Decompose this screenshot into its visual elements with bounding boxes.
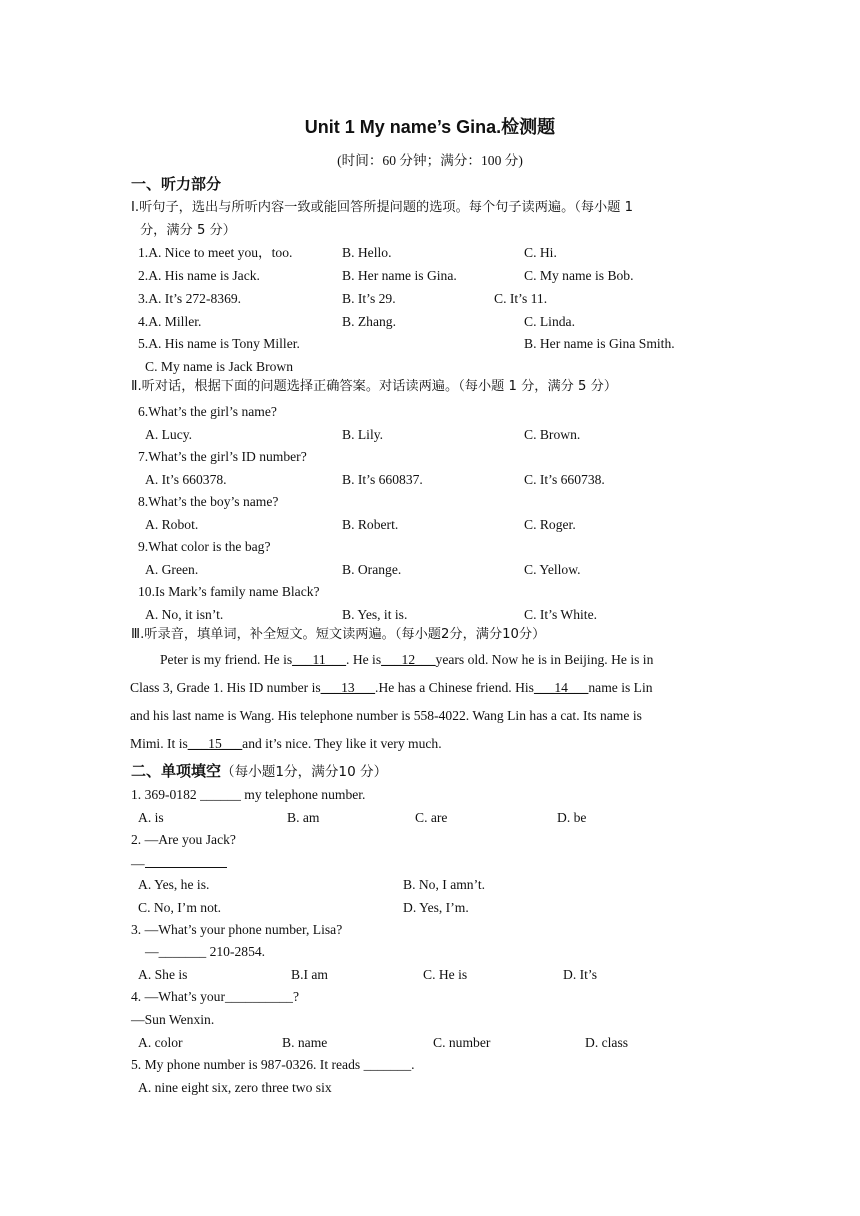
- p2-q2-question: 2. —Are you Jack?: [131, 832, 236, 847]
- answer-blank[interactable]: [145, 855, 227, 868]
- passage-text: .He has a Chinese friend. His: [375, 680, 534, 695]
- blank-12[interactable]: ___12___: [381, 652, 436, 667]
- p2-q3-option-d: D. It’s: [563, 967, 597, 982]
- q10-option-b: B. Yes, it is.: [342, 607, 408, 622]
- q2-option-b: B. Her name is Gina.: [342, 268, 457, 283]
- q9-option-c: C. Yellow.: [524, 562, 581, 577]
- q5-option-c: C. My name is Jack Brown: [145, 359, 294, 374]
- q9-option-b: B. Orange.: [342, 562, 402, 577]
- q2-option-a: 2.A. His name is Jack.: [138, 268, 260, 283]
- p2-q4-option-b: B. name: [282, 1035, 328, 1050]
- q9-question: 9.What color is the bag?: [138, 539, 271, 554]
- q4-option-c: C. Linda.: [524, 314, 575, 329]
- passage-text: Class 3, Grade 1. His ID number is: [130, 680, 321, 695]
- q9-option-a: A. Green.: [145, 562, 199, 577]
- p2-q4-response: —Sun Wenxin.: [131, 1012, 215, 1027]
- section-title: 二、单项填空: [131, 762, 222, 780]
- page-subtitle: (时间：60 分钟；满分：100 分): [337, 153, 523, 168]
- p2-q1-option-c: C. are: [415, 810, 448, 825]
- section-heading-listening: 一、听力部分: [131, 175, 222, 193]
- passage-line-2: [130, 680, 653, 696]
- q8-option-b: B. Robert.: [342, 517, 399, 532]
- p2-q1-option-a: A. is: [138, 810, 164, 825]
- p2-q3-option-b: B.I am: [291, 967, 328, 982]
- p2-q3-response: —_______ 210-2854.: [145, 944, 266, 959]
- blank-14[interactable]: ___14___: [533, 680, 589, 695]
- p2-q4-option-a: A. color: [138, 1035, 183, 1050]
- p2-q1-question: 1. 369-0182 ______ my telephone number.: [131, 787, 366, 802]
- p2-q5-option-a: A. nine eight six, zero three two six: [138, 1080, 332, 1095]
- q10-option-a: A. No, it isn’t.: [145, 607, 224, 622]
- section1-instruction-cont: 分，满分 5 分）: [140, 223, 236, 238]
- blank-15[interactable]: ___15___: [187, 736, 243, 751]
- q3-option-b: B. It’s 29.: [342, 291, 396, 306]
- page-title: Unit 1 My name’s Gina.检测题: [304, 117, 556, 137]
- p2-q1-option-b: B. am: [287, 810, 320, 825]
- blank-13[interactable]: ___13___: [320, 680, 376, 695]
- q1-option-a: 1.A. Nice to meet you，too.: [138, 245, 293, 260]
- passage-text: years old. Now he is in Beijing. He is in: [435, 652, 654, 667]
- q8-option-a: A. Robot.: [145, 517, 199, 532]
- q1-option-b: B. Hello.: [342, 245, 392, 260]
- q4-option-b: B. Zhang.: [342, 314, 396, 329]
- q10-option-c: C. It’s White.: [524, 607, 597, 622]
- q8-question: 8.What’s the boy’s name?: [138, 494, 279, 509]
- passage-line-1: [160, 652, 653, 668]
- dash: —: [131, 856, 145, 871]
- q7-question: 7.What’s the girl’s ID number?: [138, 449, 307, 464]
- passage-text: Peter is my friend. He is: [160, 652, 293, 667]
- p2-q2-option-a: A. Yes, he is.: [138, 877, 210, 892]
- section1-instruction: Ⅰ.听句子，选出与所听内容一致或能回答所提问题的选项。每个句子读两遍。（每小题 1: [131, 200, 633, 215]
- section3-instruction: Ⅲ.听录音，填单词，补全短文。短文读两遍。（每小题2分，满分10分）: [131, 627, 546, 642]
- p2-q4-option-d: D. class: [585, 1035, 629, 1050]
- passage-line-4: [130, 736, 442, 752]
- blank-11[interactable]: ___11___: [292, 652, 347, 667]
- q2-option-c: C. My name is Bob.: [524, 268, 634, 283]
- p2-q2-option-d: D. Yes, I’m.: [403, 900, 469, 915]
- q5-option-a: 5.A. His name is Tony Miller.: [138, 336, 300, 351]
- q4-option-a: 4.A. Miller.: [138, 314, 202, 329]
- passage-line-3: and his last name is Wang. His telephone number is 558-4022. Wang Lin has a cat. Its name is: [130, 708, 642, 723]
- q6-option-b: B. Lily.: [342, 427, 384, 442]
- q7-option-b: B. It’s 660837.: [342, 472, 423, 487]
- section-note: （每小题1分，满分10 分）: [221, 764, 388, 780]
- passage-text: and it’s nice. They like it very much.: [242, 736, 442, 751]
- q6-option-c: C. Brown.: [524, 427, 581, 442]
- q3-option-c: C. It’s 11.: [494, 291, 548, 306]
- q10-question: 10.Is Mark’s family name Black?: [138, 584, 320, 599]
- q6-question: 6.What’s the girl’s name?: [138, 404, 277, 419]
- p2-q1-option-d: D. be: [557, 810, 587, 825]
- passage-text: . He is: [346, 652, 382, 667]
- q3-option-a: 3.A. It’s 272-8369.: [138, 291, 242, 306]
- q7-option-c: C. It’s 660738.: [524, 472, 605, 487]
- section-heading-single-choice: [131, 762, 387, 780]
- p2-q4-question: 4. —What’s your__________?: [131, 989, 300, 1004]
- p2-q2-option-c: C. No, I’m not.: [138, 900, 222, 915]
- p2-q4-option-c: C. number: [433, 1035, 491, 1050]
- p2-q5-question: 5. My phone number is 987-0326. It reads _______.: [131, 1057, 415, 1072]
- q7-option-a: A. It’s 660378.: [145, 472, 227, 487]
- q8-option-c: C. Roger.: [524, 517, 576, 532]
- p2-q3-option-a: A. She is: [138, 967, 188, 982]
- passage-text: name is Lin: [588, 680, 653, 695]
- q6-option-a: A. Lucy.: [145, 427, 193, 442]
- p2-q2-option-b: B. No, I amn’t.: [403, 877, 486, 892]
- p2-q3-question: 3. —What’s your phone number, Lisa?: [131, 922, 343, 937]
- q5-option-b: B. Her name is Gina Smith.: [524, 336, 675, 351]
- passage-text: Mimi. It is: [130, 736, 188, 751]
- section2-instruction: Ⅱ.听对话，根据下面的问题选择正确答案。对话读两遍。（每小题 1 分，满分 5 分）: [131, 379, 618, 394]
- p2-q2-answer-line: [131, 855, 227, 872]
- q1-option-c: C. Hi.: [524, 245, 557, 260]
- p2-q3-option-c: C. He is: [423, 967, 468, 982]
